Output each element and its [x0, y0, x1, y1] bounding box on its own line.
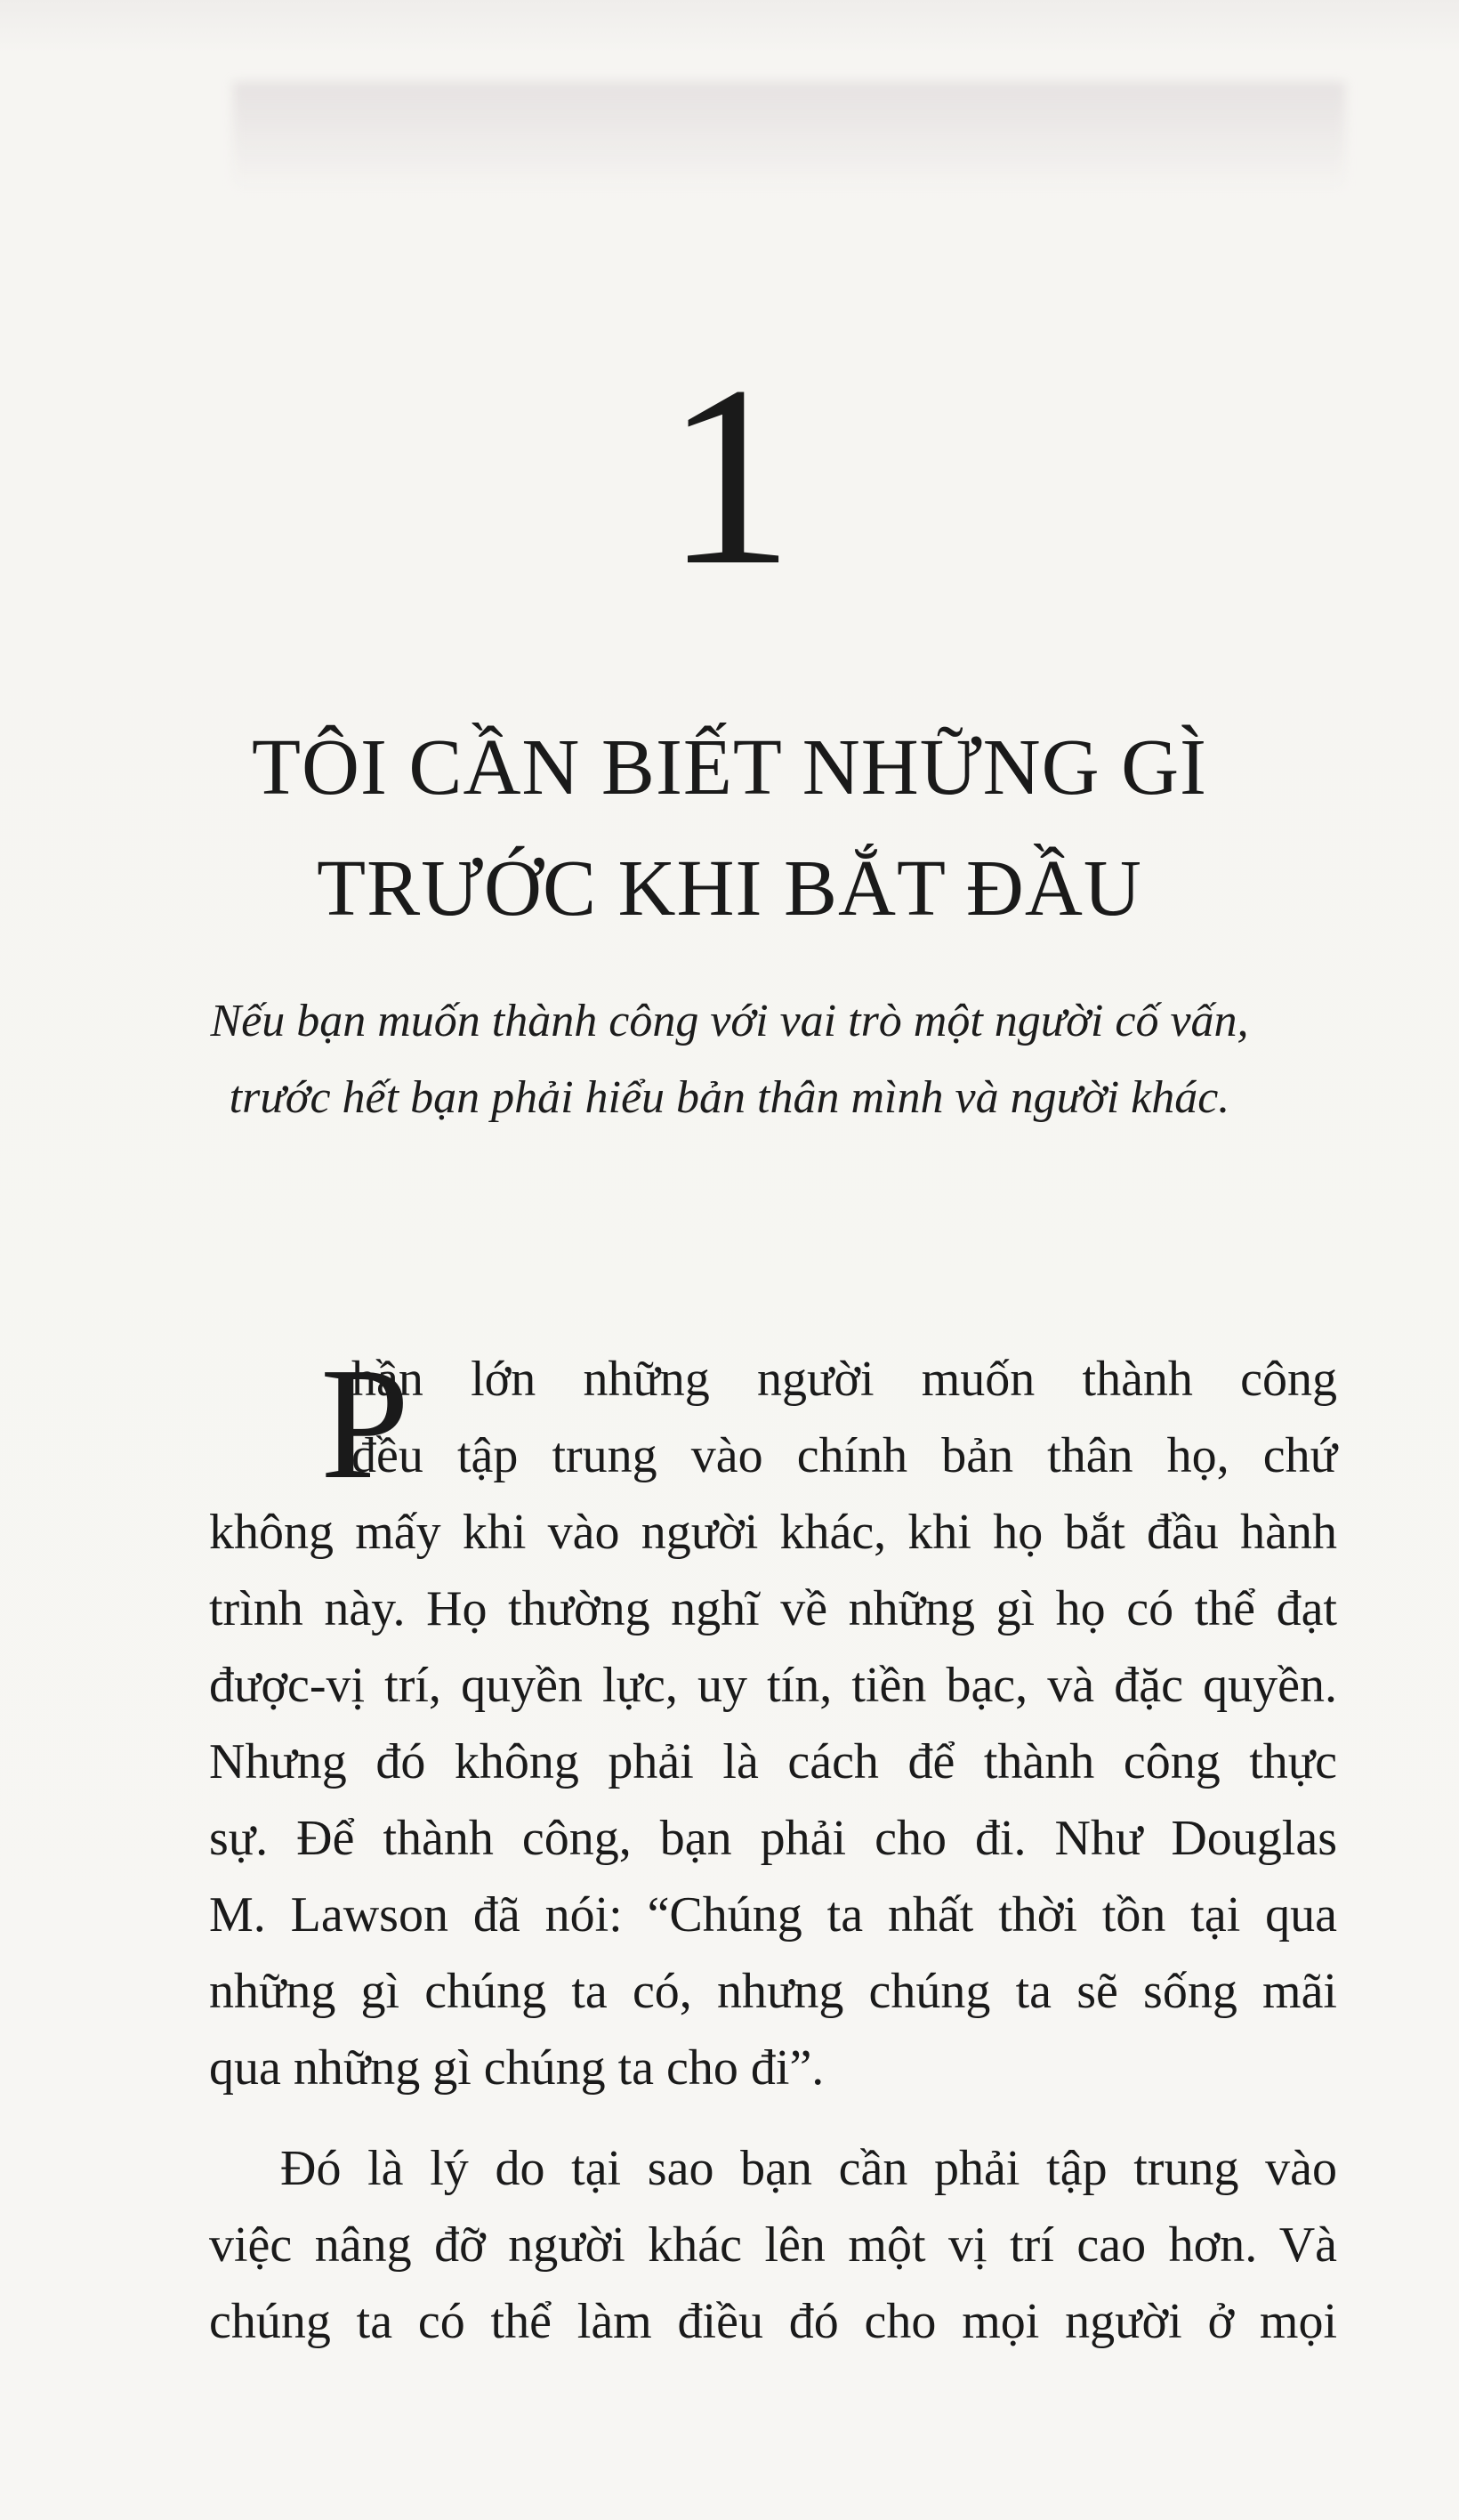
epigraph: [0, 983, 1459, 1136]
epigraph-line: Nếu bạn muốn thành công với vai trò một người cố vấn,: [210, 996, 1249, 1046]
text-line: không mấy khi vào người khác, khi họ bắt đầu hành: [209, 1505, 1337, 1560]
text-line: việc nâng đỡ người khác lên một vị trí cao hơn. Và: [209, 2217, 1337, 2273]
chapter-title-line: TÔI CẦN BIẾT NHỮNG GÌ: [251, 723, 1208, 812]
text-line: được-vị trí, quyền lực, uy tín, tiền bạc, và đặc quyền.: [209, 1658, 1337, 1713]
text-line: Đó là lý do tại sao bạn cần phải tập trung vào: [280, 2141, 1337, 2196]
chapter-title-line: TRƯỚC KHI BẮT ĐẦU: [317, 844, 1142, 933]
epigraph-line: trước hết bạn phải hiểu bản thân mình và người khác.: [229, 1072, 1230, 1123]
chapter-title: [0, 707, 1459, 949]
chapter-number: 1: [665, 333, 794, 618]
text-line: qua những gì chúng ta cho đi”.: [209, 2040, 825, 2096]
text-line: trình này. Họ thường nghĩ về những gì họ có thể đạt: [209, 1581, 1337, 1636]
text-line: sự. Để thành công, bạn phải cho đi. Như Douglas: [209, 1811, 1337, 1866]
drop-cap: P: [320, 1335, 410, 1512]
text-line: hần lớn những người muốn thành công: [351, 1352, 1337, 1407]
text-line: chúng ta có thể làm điều đó cho mọi người ở mọi: [209, 2294, 1337, 2349]
text-line: M. Lawson đã nói: “Chúng ta nhất thời tồn tại qua: [209, 1887, 1337, 1942]
text-line: Nhưng đó không phải là cách để thành công thực: [209, 1734, 1337, 1789]
text-line: đều tập trung vào chính bản thân họ, chứ: [351, 1428, 1337, 1483]
bleed-through-shadow: [233, 82, 1345, 189]
text-line: những gì chúng ta có, nhưng chúng ta sẽ sống mãi: [209, 1964, 1337, 2019]
